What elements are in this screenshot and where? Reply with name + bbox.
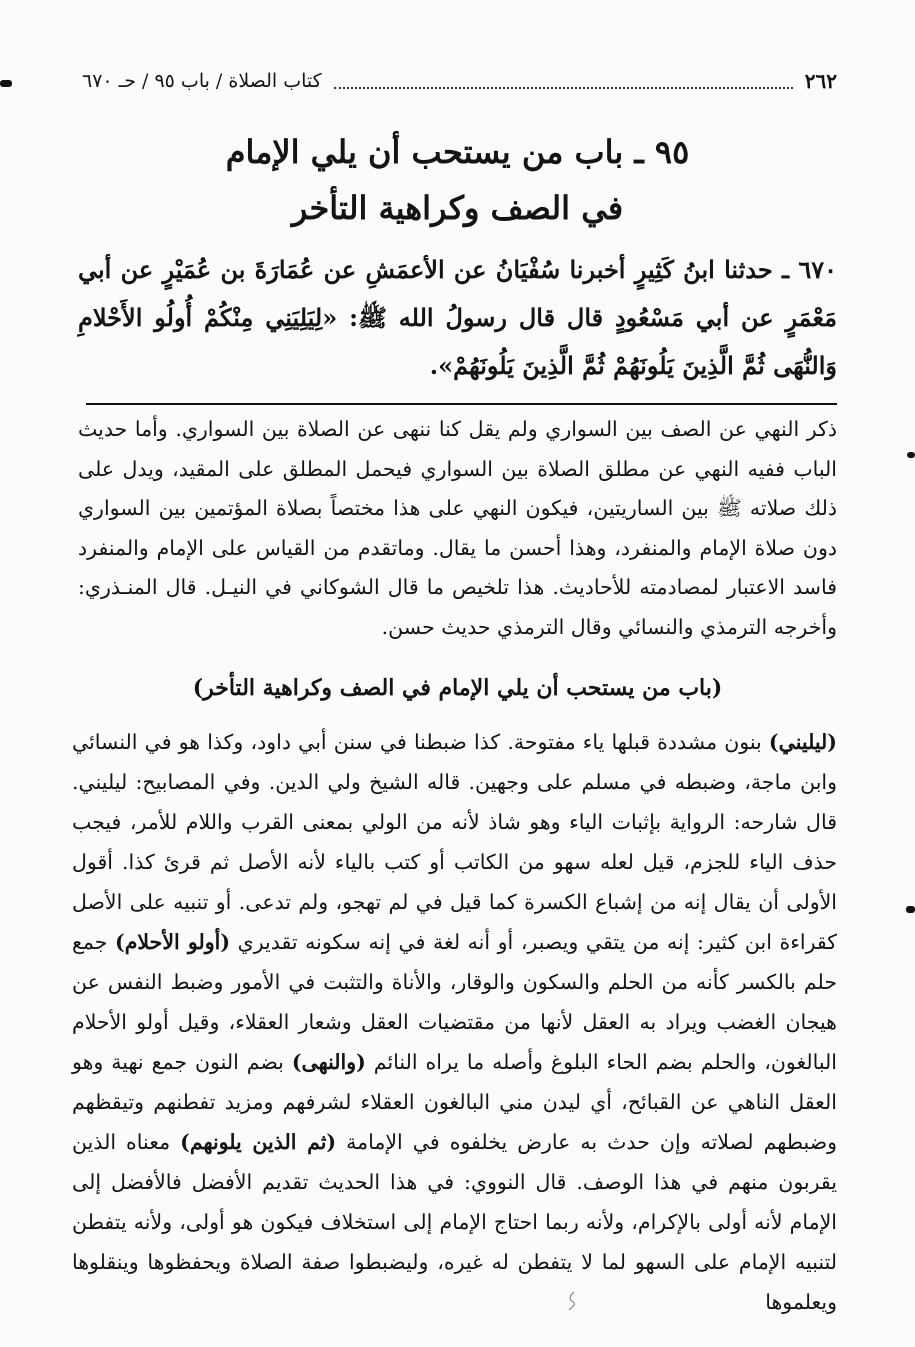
chapter-title-line-2: في الصف وكراهية التأخر [291, 189, 624, 227]
scan-mark [906, 906, 915, 913]
term-wan-nuha: (والنهى) [291, 1050, 366, 1074]
page-header [82, 64, 837, 98]
explanation-text: معناه الذين يقربون منهم في هذا الوصف. قال النووي: في هذا الحديث تقديم الأفضل فالأفضل إلى الإمام لأنه أولى بالإكرام، ولأنه ربما احتاج الإمام إلى استخلاف فيكون هو أولى، ولأنه يتفطن لتنبيه الإمام على السهو لما لا يتفطن له غيره، وليضبطوا صفة الصلاة ويحفظوها وينقلوها ويعلموها [72, 1130, 837, 1314]
scan-mark [907, 452, 915, 458]
running-title: كتاب الصلاة / باب ٩٥ / حـ ٦٧٠ [82, 70, 322, 92]
footnote-divider [86, 403, 837, 405]
term-thumma-alladhina: (ثم الذين يلونهم) [180, 1130, 337, 1154]
explanation-text: بنون مشددة قبلها ياء مفتوحة. كذا ضبطنا في سنن أبي داود، وكذا هو في النسائي وابن ماجة، وضبطه في مسلم على وجهين. قاله الشيخ ولي الدين. وفي المصابيح: ليليني. قال شارحه: الرواية بإثبات الياء وهو شاذ لأنه من الولي بمعنى القرب واللام للأمر، فيجب حذف الياء للجزم، قيل لعله سهو من الكاتب أو كتب بالياء لأنه الأصل ثم قرئ كذا. أقول الأولى أن يقال إنه من إشباع الكسرة كما قيل في لم تهجو، ولم تدعى. أو تنبيه على الأصل كقراءة ابن كثير: إنه من يتقي ويصبر، أو أنه لغة في إنه سكونه تقديري [72, 730, 838, 954]
section-subheading: (باب من يستحب أن يلي الإمام في الصف وكراهية التأخر) [192, 675, 723, 701]
term-ulu-al-ahlam: (أولو الأحلام) [115, 930, 231, 954]
explanation-text: بضم النون جمع نهية وهو العقل الناهي عن القبائح، أي ليدن مني البالغون العقلاء لشرفهم ومزيد تفطنهم وتيقظهم وضبطهم لصلاته وإن حدث به عارض يخلفوه في الإمامة [72, 1050, 838, 1154]
hadith-text: ٦٧٠ ـ حدثنا ابنُ كَثِيرٍ أخبرنا سُفْيَانُ عن الأعمَشِ عن عُمَارَةَ بن عُمَيْرٍ عن أبي مَعْمَرٍ عن أبي مَسْعُودٍ قال قال رسولُ الله ﷺ: «لِيَلِيَنِي مِنْكُمْ أُولُو الأَحْلامِ وَالنُّهَى ثُمَّ الَّذِينَ يَلُونَهُمْ ثُمَّ الَّذِينَ يَلُونَهُمْ». [78, 255, 837, 380]
page-number: ٢٦٢ [804, 69, 837, 93]
explanation-paragraph [72, 722, 837, 1322]
explanation-text: جمع حلم بالكسر كأنه من الحلم والسكون والوقار، والأناة والتثبت في الأمور وضبط النفس عن هيجان الغضب ويراد به العقل لأنها من مقتضيات العقل وشعار العقلاء، وقيل أولو الأحلام البالغون، والحلم بضم الحاء البلوغ وأصله ما يراه النائم [72, 930, 837, 1074]
pen-scribble [565, 1290, 579, 1312]
header-dotted-leader [334, 73, 793, 89]
term-lilini: (ليليني) [768, 730, 837, 754]
chapter-title-line-1: ٩٥ ـ باب من يستحب أن يلي الإمام [225, 133, 690, 171]
scan-mark [0, 80, 12, 87]
chapter-title [120, 124, 795, 236]
commentary-paragraph: ذكر النهي عن الصف بين السواري ولم يقل كنا ننهى عن الصلاة بين السواري. وأما حديث الباب ففيه النهي عن مطلق الصلاة بين السواري فيحمل المطلق على المقيد، ويدل على ذلك صلاته ﷺ بين الساريتين، فيكون النهي على هذا مختصاً بصلاة المؤتمين بين السواري دون صلاة الإمام والمنفرد، وهذا أحسن ما يقال. وماتقدم من القياس على الإمام والمنفرد فاسد الاعتبار لمصادمته للأحاديث. هذا تلخيص ما قال الشوكاني في النيـل. قال المنـذري: وأخرجه الترمذي والنسائي وقال الترمذي حديث حسن. [78, 417, 837, 639]
